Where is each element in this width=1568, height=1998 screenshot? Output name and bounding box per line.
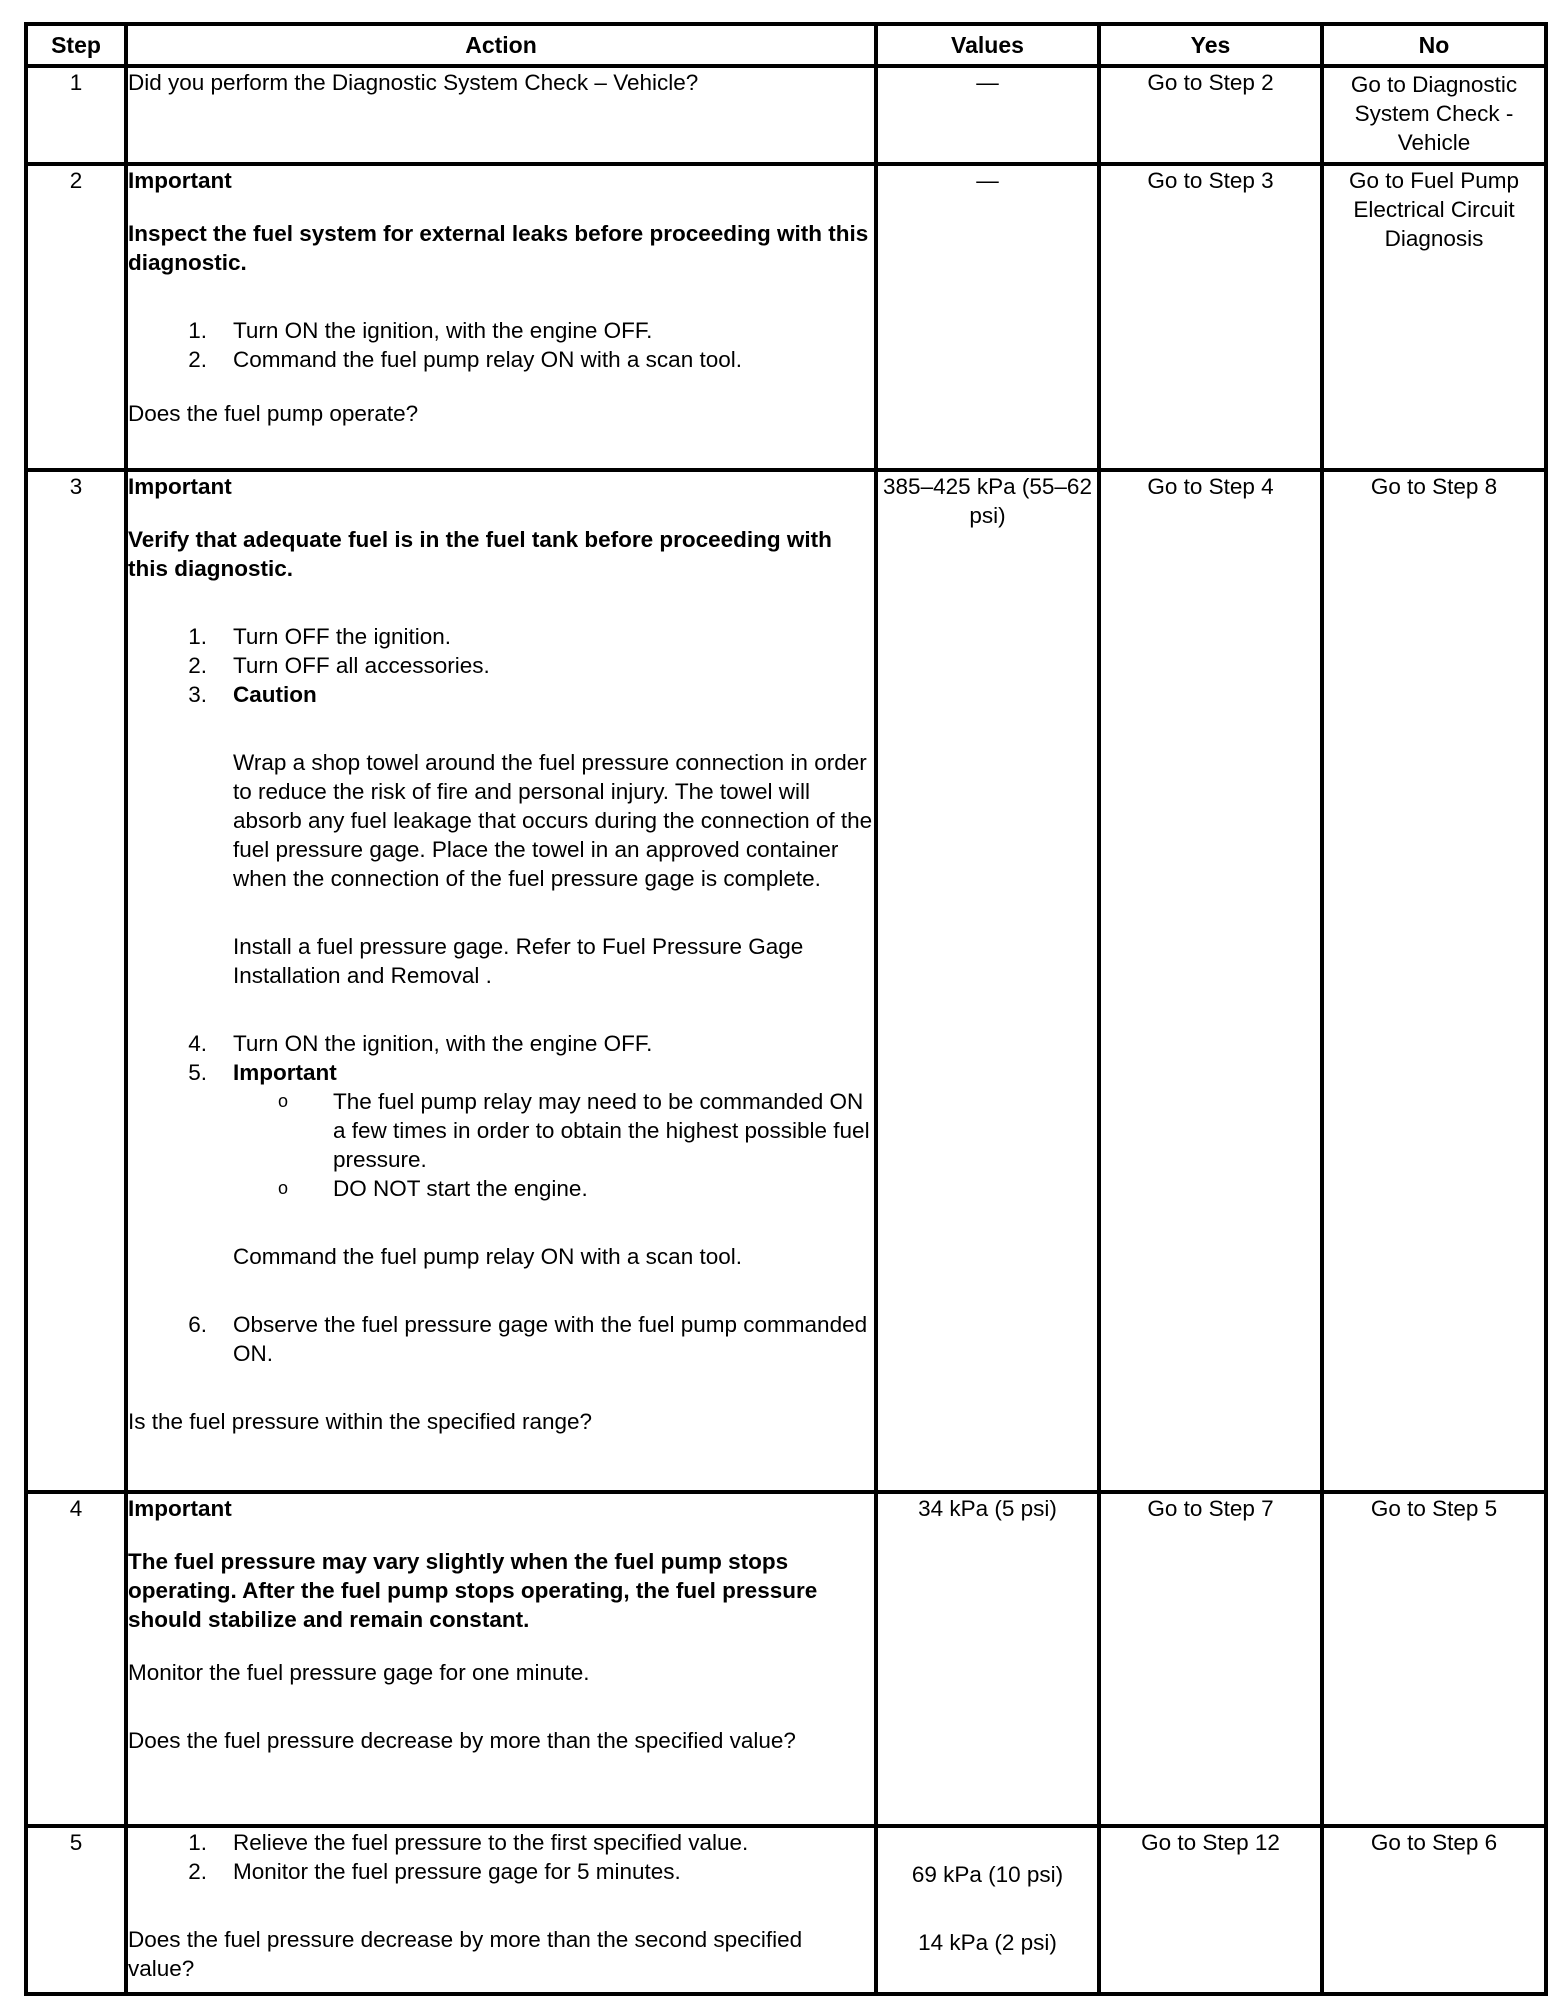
list-item: o DO NOT start the engine. xyxy=(277,1176,588,1201)
table-row xyxy=(26,164,1546,470)
list-item: 3. Caution xyxy=(188,682,317,707)
important-notice: The fuel pressure may vary slightly when the fuel pump stops operating. After the fuel pump stops operating, the fuel pressure should stabilize and remain constant. xyxy=(128,1549,818,1632)
important-label: Important xyxy=(128,1496,232,1521)
action-cell xyxy=(126,164,876,470)
yes-link[interactable]: Go to Step 4 xyxy=(1099,470,1322,1492)
yes-link[interactable]: Go to Step 3 xyxy=(1099,164,1322,470)
sub-bullet-list xyxy=(128,1087,874,1203)
header-no: No xyxy=(1322,24,1546,66)
list-item: 2. Command the fuel pump relay ON with a scan tool. xyxy=(188,347,742,372)
list-item: 2. Monitor the fuel pressure gage for 5 minutes. xyxy=(188,1859,681,1884)
step-number: 5 xyxy=(26,1826,126,1994)
header-row xyxy=(26,24,1546,66)
command-text: Command the fuel pump relay ON with a scan tool. xyxy=(233,1244,742,1269)
yes-link[interactable]: Go to Step 7 xyxy=(1099,1492,1322,1826)
step-number: 1 xyxy=(26,66,126,164)
value-cell: 34 kPa (5 psi) xyxy=(876,1492,1099,1826)
important-notice: Verify that adequate fuel is in the fuel tank before proceeding with this diagnostic. xyxy=(128,527,832,581)
monitor-text: Monitor the fuel pressure gage for one minute. xyxy=(128,1660,590,1685)
first-value: 69 kPa (10 psi) xyxy=(911,1862,1064,1887)
procedure-list xyxy=(128,1828,874,1886)
caution-text: Wrap a shop towel around the fuel pressure connection in order to reduce the risk of fire and personal injury. The towel will absorb any fuel leakage that occurs during the connection of the fuel pressure gage. Place the towel in an approved container when the connection of the fuel pressure gage is complete. xyxy=(233,750,873,891)
step-number: 2 xyxy=(26,164,126,470)
list-item: 1. Relieve the fuel pressure to the first specified value. xyxy=(188,1830,749,1855)
header-action: Action xyxy=(126,24,876,66)
list-item: 6. Observe the fuel pressure gage with the fuel pump commanded ON. xyxy=(188,1312,868,1366)
value-cell: — xyxy=(876,164,1099,470)
table-row xyxy=(26,66,1546,164)
action-cell xyxy=(126,1826,876,1994)
second-value: 14 kPa (2 psi) xyxy=(918,1930,1057,1955)
important-notice: Inspect the fuel system for external leaks before proceeding with this diagnostic. xyxy=(128,221,869,275)
install-text: Install a fuel pressure gage. Refer to Fuel Pressure Gage Installation and Removal . xyxy=(233,934,804,988)
header-values: Values xyxy=(876,24,1099,66)
value-cell xyxy=(876,1826,1099,1994)
action-cell xyxy=(126,470,876,1492)
action-cell xyxy=(126,66,876,164)
list-item: 2. Turn OFF all accessories. xyxy=(188,653,490,678)
important-label: Important xyxy=(128,168,232,193)
procedure-list xyxy=(128,316,874,374)
table-row xyxy=(26,1492,1546,1826)
list-item: 1. Turn OFF the ignition. xyxy=(188,624,452,649)
table-row xyxy=(26,470,1546,1492)
value-cell: 385–425 kPa (55–62 psi) xyxy=(876,470,1099,1492)
list-item: o The fuel pump relay may need to be commanded ON a few times in order to obtain the highest possible fuel pressure. xyxy=(277,1089,870,1172)
no-link[interactable]: Go to Step 5 xyxy=(1322,1492,1546,1826)
important-label: Important xyxy=(128,474,232,499)
no-link[interactable]: Go to Step 6 xyxy=(1322,1826,1546,1994)
yes-link[interactable]: Go to Step 12 xyxy=(1099,1826,1322,1994)
list-item: 1. Turn ON the ignition, with the engine OFF. xyxy=(188,318,653,343)
action-question: Does the fuel pressure decrease by more than the specified value? xyxy=(128,1728,796,1753)
table-row xyxy=(26,1826,1546,1994)
diagnostic-table xyxy=(24,22,1548,1996)
procedure-list xyxy=(128,1029,874,1087)
yes-link[interactable]: Go to Step 2 xyxy=(1099,66,1322,164)
header-step: Step xyxy=(26,24,126,66)
step-number: 3 xyxy=(26,470,126,1492)
no-link[interactable]: Go to Fuel Pump Electrical Circuit Diagnosis xyxy=(1322,164,1546,470)
action-question: Is the fuel pressure within the specified range? xyxy=(128,1409,593,1434)
action-cell xyxy=(126,1492,876,1826)
action-question: Does the fuel pump operate? xyxy=(128,401,419,426)
procedure-list xyxy=(128,1310,874,1368)
procedure-list xyxy=(128,622,874,709)
no-link[interactable]: Go to Diagnostic System Check - Vehicle xyxy=(1322,66,1546,164)
list-item: 4. Turn ON the ignition, with the engine OFF. xyxy=(188,1031,653,1056)
step-number: 4 xyxy=(26,1492,126,1826)
action-question: Does the fuel pressure decrease by more than the second specified value? xyxy=(128,1927,803,1981)
no-link[interactable]: Go to Step 8 xyxy=(1322,470,1546,1492)
action-question: Did you perform the Diagnostic System Check – Vehicle? xyxy=(128,70,699,95)
value-cell: — xyxy=(876,66,1099,164)
header-yes: Yes xyxy=(1099,24,1322,66)
list-item: 5. Important xyxy=(188,1060,337,1085)
